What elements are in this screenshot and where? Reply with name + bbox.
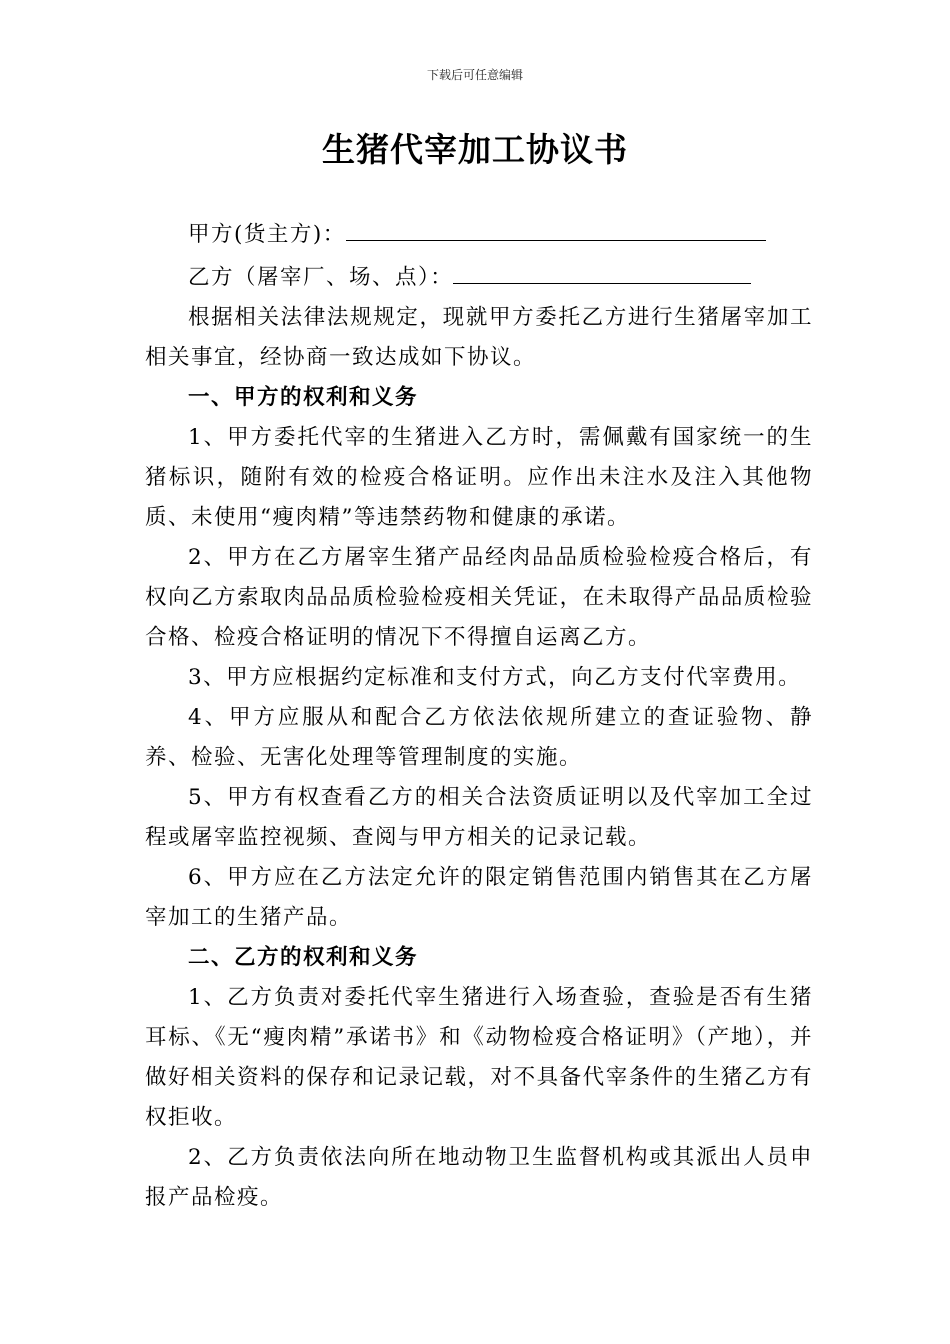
header-note: 下载后可任意编辑 (426, 68, 523, 82)
section-1-item: 2、甲方在乙方屠宰生猪产品经肉品品质检验检疫合格后，有权向乙方索取肉品品质检验检疫相关凭证，在未取得产品品质检验合格、检疫合格证明的情况下不得擅自运离乙方。 (145, 545, 813, 650)
party-b-blank (453, 255, 751, 284)
section-1-item: 1、甲方委托代宰的生猪进入乙方时，需佩戴有国家统一的生猪标识，随附有效的检疫合格证明。应作出未注水及注入其他物质、未使用“瘦肉精”等违禁药物和健康的承诺。 (145, 425, 813, 530)
party-a-label: 甲方(货主方)： (188, 222, 346, 247)
party-a-blank (346, 212, 766, 241)
intro-paragraph: 根据相关法律法规规定，现就甲方委托乙方进行生猪屠宰加工相关事宜，经协商一致达成如下协议。 (145, 305, 813, 370)
section-1-item: 4、甲方应服从和配合乙方依法依规所建立的查证验物、静养、检验、无害化处理等管理制度的实施。 (145, 705, 813, 770)
section-1-item: 3、甲方应根据约定标准和支付方式，向乙方支付代宰费用。 (188, 665, 802, 690)
party-b-line (145, 255, 813, 298)
party-a-line (145, 212, 813, 255)
document-body (145, 212, 813, 1218)
party-b-label: 乙方（屠宰厂、场、点）： (188, 265, 454, 290)
section-2-item: 1、乙方负责对委托代宰生猪进行入场查验，查验是否有生猪耳标、《无“瘦肉精”承诺书》和《动物检疫合格证明》（产地），并做好相关资料的保存和记录记载，对不具备代宰条件的生猪乙方有权拒收。 (145, 985, 813, 1130)
section-2-item: 2、乙方负责依法向所在地动物卫生监督机构或其派出人员申报产品检疫。 (145, 1145, 813, 1210)
section-1-item: 6、甲方应在乙方法定允许的限定销售范围内销售其在乙方屠宰加工的生猪产品。 (145, 865, 813, 930)
section-1-item: 5、甲方有权查看乙方的相关合法资质证明以及代宰加工全过程或屠宰监控视频、查阅与甲方相关的记录记载。 (145, 785, 813, 850)
section-2-heading: 二、乙方的权利和义务 (188, 945, 419, 970)
document-title: 生猪代宰加工协议书 (322, 130, 628, 169)
section-1-heading: 一、甲方的权利和义务 (188, 385, 419, 410)
